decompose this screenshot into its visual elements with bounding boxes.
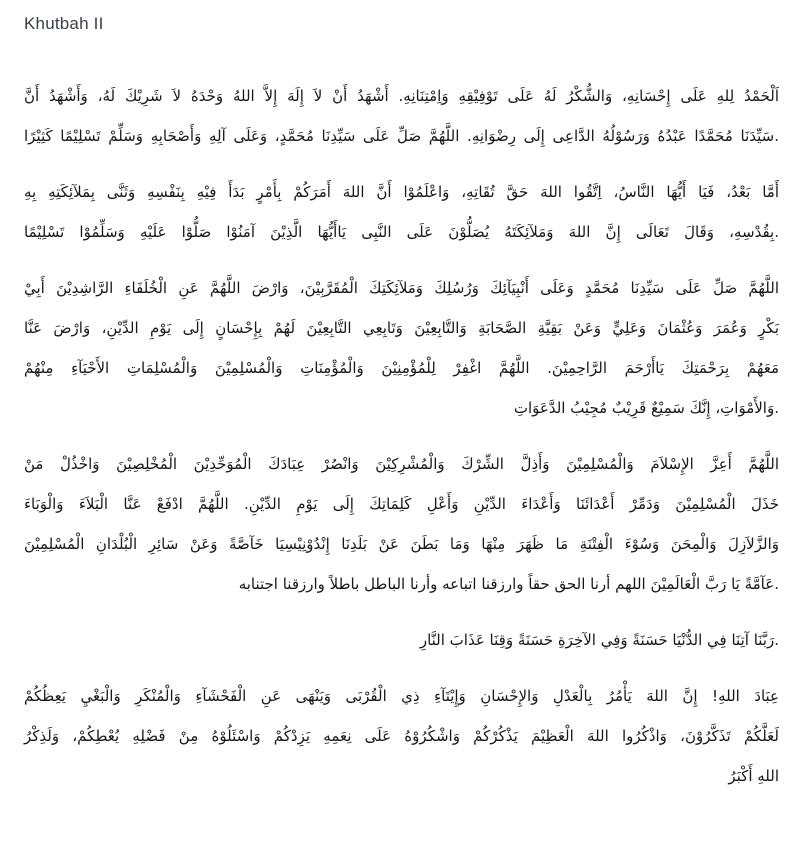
arabic-text-line: أَمَّا بَعْدُ، فَيَا أَيُّهَا النَّاسُ، اِتَّقُوا اللهَ حَقَّ تُقَاتِهِ، وَاعْلَمُوْا أَنَّ اللهَ أَمَرَكُمْ بِأَمْرٍ بَدَأَ فِيْهِ بِنَفْسِهِ وَثَنَّى بِمَلآئِكَتِهِ بِهِ <box>24 183 779 201</box>
arabic-text-line: اللَّهُمَّ صَلِّ عَلَى سَيِّدِنَا مُحَمَّدٍ وَعَلَى أَنْبِيَآئِكَ وَرُسُلِكَ وَمَلآئِكَتِكَ الْمُقَرَّبِيْنَ، وَارْضَ اللَّهُمَّ عَنِ الْخُلَفَاءِ الرَّاشِدِيْنَ أَبِيْ <box>24 279 779 297</box>
khutbah-paragraph <box>24 172 779 252</box>
arabic-text-line: وَالأَمْوَاتِ، إِنَّكَ سَمِيْعٌ قَرِيْبٌ مُجِيْبُ الدَّعَوَاتِ. <box>513 399 779 417</box>
arabic-text-line: وَالزَّلاَزِلَ وَالْمِحَنَ وَسُوْءَ الْفِتْنَةِ مَا ظَهَرَ مِنْهَا وَمَا بَطَنَ عَنْ بَلَدِنَا إِنْدُوْنِيْسِيَا خَآصَّةً وَعَنْ سَائِرِ الْبُلْدَانِ الْمُسْلِمِيْنَ <box>24 535 779 553</box>
arabic-text-line: عِبَادَ اللهِ! إِنَّ اللهَ يَأْمُرُ بِالْعَدْلِ وَالإِحْسَانِ وَإِيْتَآءِ ذِي الْقُرْبَى وَيَنْهَى عَنِ الْفَحْشَآءِ وَالْمُنْكَرِ وَالْبَغْيِ يَعِظُكُمْ <box>24 687 779 705</box>
arabic-text-line: اَلْحَمْدُ لِلهِ عَلَى إِحْسَانِهِ، وَالشُّكْرُ لَهُ عَلَى تَوْفِيْقِهِ وَاِمْتِنَانِهِ. أَشْهَدُ أَنْ لاَ إِلَهَ إِلاَّ اللهُ وَحْدَهُ لاَ شَرِيْكَ لَهُ، وَأَشْهَدُ أَنَّ <box>24 87 779 105</box>
arabic-text-line: رَبَّنَا آتِنَا فِي الدُّنْيَا حَسَنَةً وَفِي الآخِرَةِ حَسَنَةً وَقِنَا عَذَابَ النَّارِ. <box>419 631 779 649</box>
khutbah-text <box>24 76 779 796</box>
khutbah-paragraph <box>24 676 779 796</box>
arabic-text-line: مَعَهُمْ بِرَحْمَتِكَ يَاأَرْحَمَ الرَّاحِمِيْنَ. اللَّهُمَّ اغْفِرْ لِلْمُؤْمِنِيْنَ وَالْمُؤْمِنَاتِ وَالْمُسْلِمِيْنَ وَالْمُسْلِمَاتِ الأَحْيَآءِ مِنْهُمْ <box>24 359 779 377</box>
arabic-text-line: بِقُدْسِهِ، وَقَالَ تَعَالَى إِنَّ اللهَ وَمَلآئِكَتَهُ يُصَلُّوْنَ عَلَى النَّبِى يَاأَيُّهَا الَّذِيْنَ آمَنُوْا صَلُّوْا عَلَيْهِ وَسَلِّمُوْا تَسْلِيْمًا. <box>24 223 779 241</box>
arabic-text-line: اللَّهُمَّ أَعِزَّ الإِسْلاَمَ وَالْمُسْلِمِيْنَ وَأَذِلَّ الشِّرْكَ وَالْمُشْرِكِيْنَ وَانْصُرْ عِبَادَكَ الْمُوَحِّدِيْنَ الْمُخْلِصِيْنَ وَاخْذُلْ مَنْ <box>24 455 779 473</box>
arabic-text-line: بَكْرٍ وَعُمَرَ وَعُثْمَانَ وَعَلِيٍّ وَعَنْ بَقِيَّةِ الصَّحَابَةِ وَالتَّابِعِيْنَ وَتَابِعِي التَّابِعِيْنَ لَهُمْ بِإِحْسَانٍ إِلَى يَوْمِ الدِّيْنِ، وَارْضَ عَنَّا <box>24 319 779 337</box>
arabic-text-line: عَآمَّةً يَا رَبَّ الْعَالَمِيْنَ اللهم أرنا الحق حقاً وارزقنا اتباعه وأرنا الباطل باطلاً وارزقنا اجتنابه. <box>238 575 779 593</box>
khutbah-paragraph <box>24 444 779 604</box>
arabic-text-line: سَيِّدَنَا مُحَمَّدًا عَبْدُهُ وَرَسُوْلُهُ الدَّاعِى إِلَى رِضْوَانِهِ. اللَّهُمَّ صَلِّ عَلَى سَيِّدِنَا مُحَمَّدٍ، وَعَلَى آلِهِ وَأَصْحَابِهِ وَسَلِّمْ تَسْلِيْمًا كَثِيْرًا. <box>24 127 779 145</box>
page-title: Khutbah II <box>24 14 104 33</box>
arabic-text-line: خَذَلَ الْمُسْلِمِيْنَ وَدَمِّرْ أَعْدَائَنَا وَأَعْدَاءَ الدِّيْنِ وَأَعْلِ كَلِمَاتِكَ إِلَى يَوْمِ الدِّيْنِ. اللَّهُمَّ ادْفَعْ عَنَّا الْبَلاَءَ وَالْوَبَاءَ <box>24 495 779 513</box>
khutbah-paragraph <box>24 268 779 428</box>
khutbah-paragraph <box>24 620 779 660</box>
arabic-text-line: لَعَلَّكُمْ تَذَكَّرُوْنَ، وَاذْكُرُوا اللهَ الْعَظِيْمَ يَذْكُرْكُمْ وَاشْكُرُوْهُ عَلَى نِعَمِهِ يَزِدْكُمْ وَاسْئَلُوْهُ مِنْ فَضْلِهِ يُعْطِكُمْ، وَلَذِكْرُ <box>24 727 779 745</box>
arabic-text-line: اللهِ أَكْبَرُ <box>728 767 779 785</box>
khutbah-paragraph <box>24 76 779 156</box>
